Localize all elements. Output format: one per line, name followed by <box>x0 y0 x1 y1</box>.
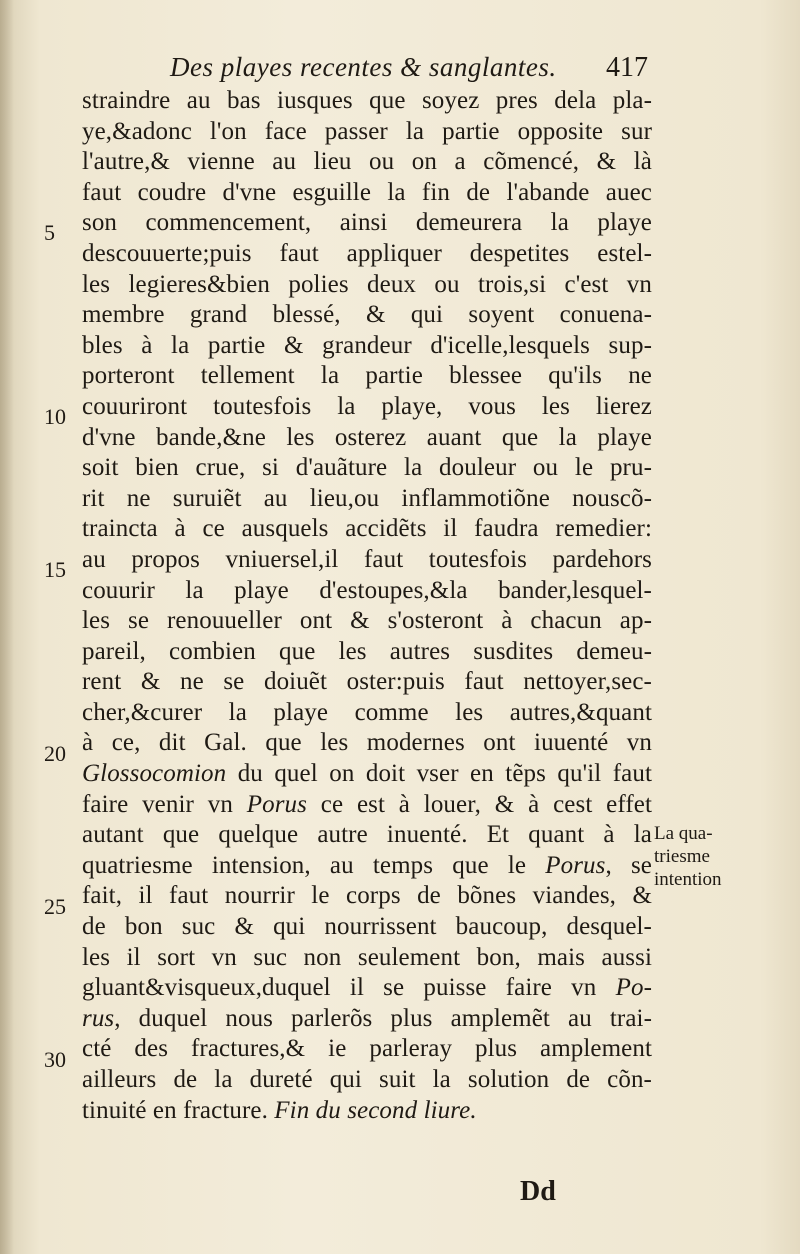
text-line: les se renouueller ont & s'osteront à chacun ap- <box>82 607 652 635</box>
text-line: porteront tellement la partie blessee qu'ils ne <box>82 362 652 390</box>
text-line: gluant&visqueux,duquel il se puisse faire vn Po- <box>82 974 652 1002</box>
text-line: les legieres&bien polies deux ou trois,si c'est vn <box>82 270 652 298</box>
text-line: à ce, dit Gal. que les modernes ont iuuenté vn <box>82 729 652 757</box>
margin-note-line: La qua- <box>654 823 713 844</box>
text-line: rent & ne se doiuẽt oster:puis faut nettoyer,sec- <box>82 668 652 696</box>
line-number: 20 <box>44 740 66 766</box>
text-line: ye,&adonc l'on face passer la partie opposite sur <box>82 117 652 145</box>
text-line: soit bien crue, si d'auãture la douleur ou le pru- <box>82 454 652 482</box>
text-line: cté des fractures,& ie parleray plus amplement <box>82 1035 652 1063</box>
text-line: de bon suc & qui nourrissent baucoup, desquel- <box>82 913 652 941</box>
text-line: fait, il faut nourrir le corps de bõnes viandes, & <box>82 882 652 910</box>
body-text <box>82 86 652 1126</box>
text-line: couuriront toutesfois la playe, vous les lierez <box>82 392 652 420</box>
line-number: 10 <box>44 404 66 429</box>
text-line: l'autre,& vienne au lieu ou on a cõmencé, & là <box>82 148 652 176</box>
italic-term: Fin du second liure. <box>274 1096 477 1124</box>
margin-note-line: triesme <box>654 846 710 867</box>
text-line: au propos vniuersel,il faut toutesfois pardehors <box>82 545 652 573</box>
text-line: descouuerte;puis faut appliquer despetites estel- <box>82 239 652 267</box>
line-number: 25 <box>44 893 66 919</box>
text-line: Glossocomion du quel on doit vser en tẽps qu'il faut <box>82 760 652 788</box>
margin-note-line: intention <box>654 869 722 890</box>
text-line: faut coudre d'vne esguille la fin de l'abande auec <box>82 178 652 206</box>
text-line: cher,&curer la playe comme les autres,&quant <box>82 698 652 726</box>
text-line: les il sort vn suc non seulement bon, mais aussi <box>82 943 652 971</box>
italic-term: Porus <box>246 790 307 818</box>
italic-term: rus <box>82 1004 115 1032</box>
text-line: tinuité en fracture. Fin du second liure. <box>82 1096 477 1124</box>
text-line: membre grand blessé, & qui soyent conuena- <box>82 301 652 329</box>
text-line: bles à la partie & grandeur d'icelle,lesquels sup- <box>82 331 652 359</box>
text-line: autant que quelque autre inuenté. Et quant à la <box>82 821 652 849</box>
text-line: rit ne suruiẽt au lieu,ou inflammotiõne nouscõ- <box>82 484 652 512</box>
text-line: rus, duquel nous parlerõs plus amplemẽt au trai- <box>82 1004 652 1032</box>
text-line: d'vne bande,&ne les osterez auant que la playe <box>82 423 652 451</box>
text-line: straindre au bas iusques que soyez pres dela pla- <box>82 87 652 114</box>
catchword: Dd <box>520 1176 556 1207</box>
italic-term: Porus <box>545 851 606 879</box>
text-line: couurir la playe d'estoupes,&la bander,lesquel- <box>82 576 652 604</box>
text-line: quatriesme intension, au temps que le Porus, se <box>82 851 652 879</box>
page-number: 417 <box>606 52 648 83</box>
line-number: 5 <box>44 220 55 246</box>
text-line: traincta à ce ausquels accidẽts il faudra remedier: <box>82 515 652 543</box>
text-line: ailleurs de la dureté qui suit la solution de cõn- <box>82 1066 652 1093</box>
italic-term: Glossocomion <box>82 760 227 788</box>
text-line: faire venir vn Porus ce est à louer, & à cest effet <box>82 790 653 818</box>
gutter-shadow <box>0 0 14 1254</box>
line-number: 15 <box>44 557 66 582</box>
margin-note <box>654 822 774 891</box>
text-line: son commencement, ainsi demeurera la playe <box>82 209 652 237</box>
text-line: pareil, combien que les autres susdites demeu- <box>82 637 652 665</box>
line-number: 30 <box>44 1046 66 1072</box>
running-head: Des playes recentes & sanglantes. <box>170 52 557 82</box>
italic-term: Po- <box>615 974 652 1002</box>
